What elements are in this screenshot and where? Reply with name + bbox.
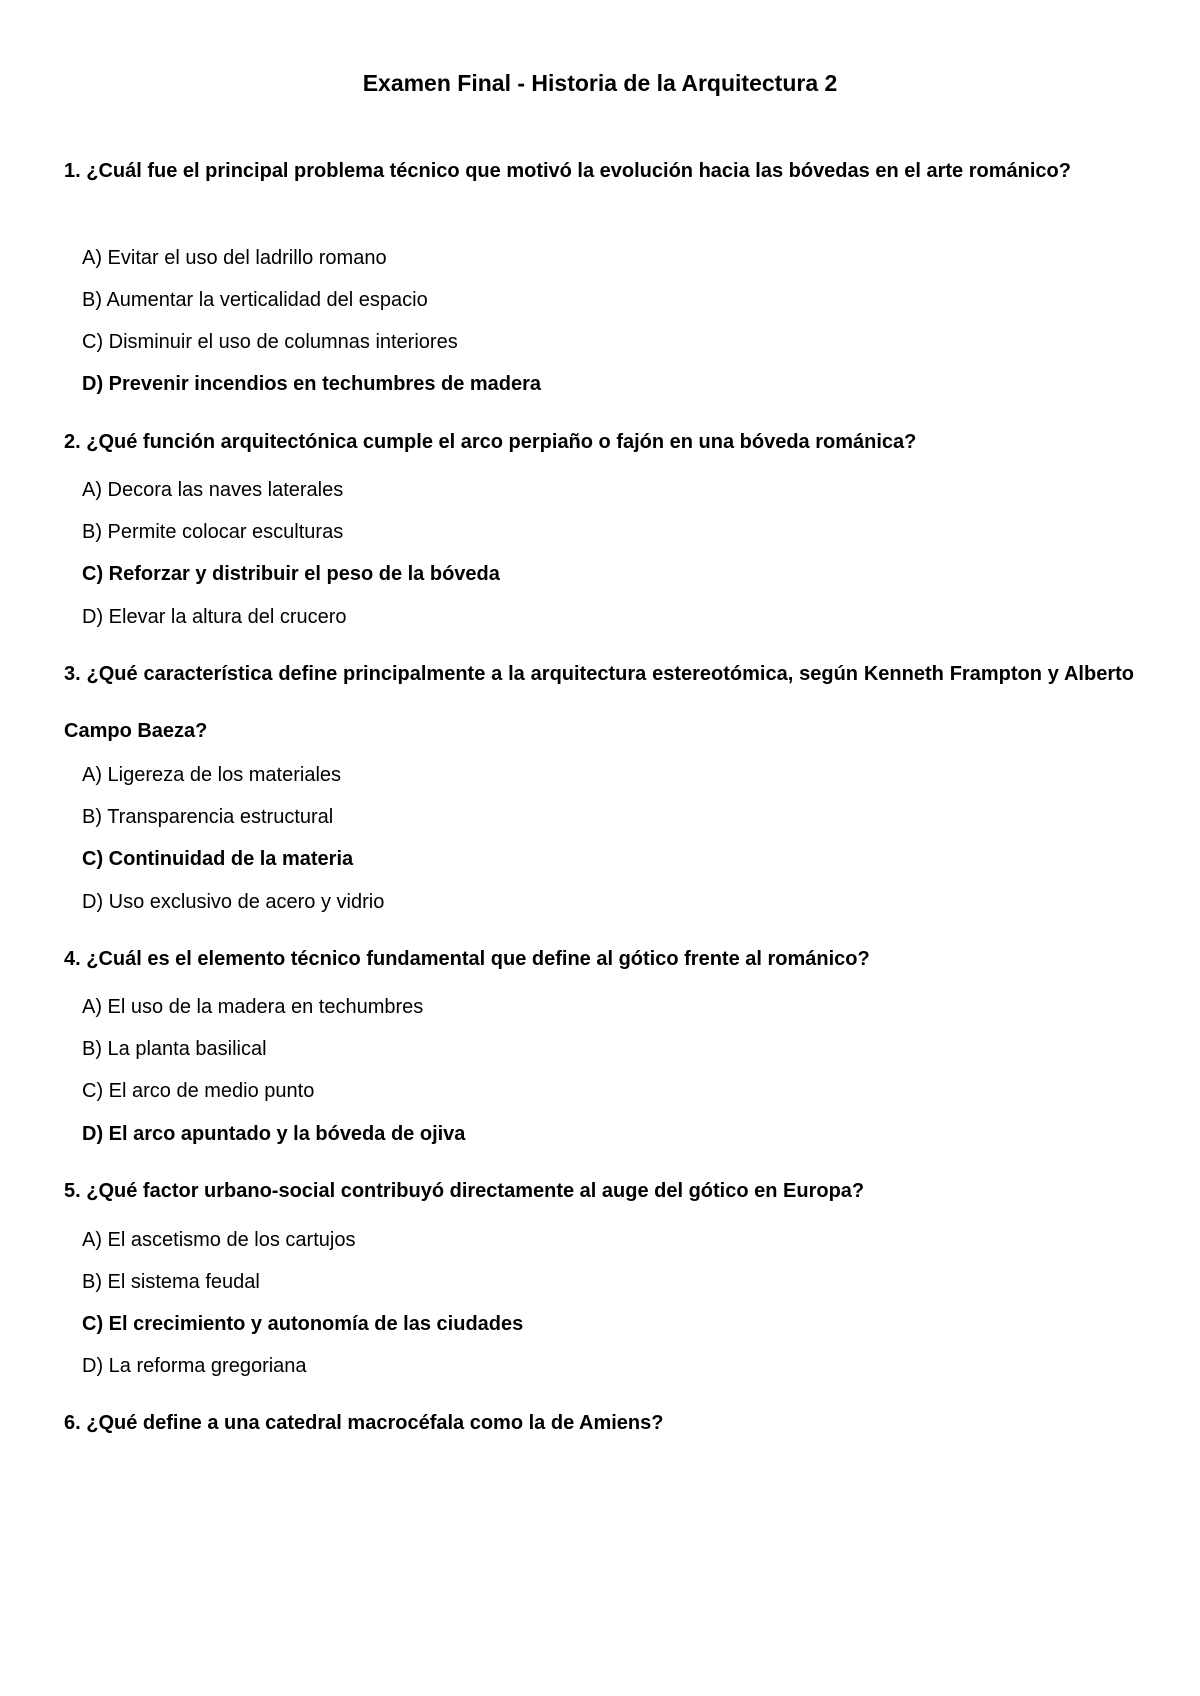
question-3-option-d: D) Uso exclusivo de acero y vidrio xyxy=(82,891,385,913)
question-4-option-d: D) El arco apuntado y la bóveda de ojiva xyxy=(82,1123,466,1145)
question-1-option-d: D) Prevenir incendios en techumbres de madera xyxy=(82,373,542,395)
question-5-option-d: D) La reforma gregoriana xyxy=(82,1355,307,1377)
question-5-option-a: A) El ascetismo de los cartujos xyxy=(82,1229,356,1251)
question-2-option-c: C) Reforzar y distribuir el peso de la bóveda xyxy=(82,563,500,585)
question-4-option-a: A) El uso de la madera en techumbres xyxy=(82,996,424,1018)
question-4-text: 4. ¿Cuál es el elemento técnico fundamental que define al gótico frente al románico? xyxy=(64,948,870,970)
question-2-option-a: A) Decora las naves laterales xyxy=(82,479,344,501)
question-5-option-b: B) El sistema feudal xyxy=(82,1271,260,1293)
question-5-option-c: C) El crecimiento y autonomía de las ciudades xyxy=(82,1313,524,1335)
question-4-option-c: C) El arco de medio punto xyxy=(82,1080,315,1102)
question-3-option-b: B) Transparencia estructural xyxy=(82,806,334,828)
question-2-option-b: B) Permite colocar esculturas xyxy=(82,521,344,543)
page-title: Examen Final - Historia de la Arquitectura 2 xyxy=(362,70,838,96)
question-3-text: 3. ¿Qué característica define principalmente a la arquitectura estereotómica, según Kenneth Frampton y Alberto Campo Baeza? xyxy=(64,663,1134,742)
question-1-option-a: A) Evitar el uso del ladrillo romano xyxy=(82,247,387,269)
question-2-option-d: D) Elevar la altura del crucero xyxy=(82,606,347,628)
question-4-option-b: B) La planta basilical xyxy=(82,1038,267,1060)
question-3-option-a: A) Ligereza de los materiales xyxy=(82,764,342,786)
question-6-text: 6. ¿Qué define a una catedral macrocéfala como la de Amiens? xyxy=(64,1412,664,1434)
question-1-text: 1. ¿Cuál fue el principal problema técnico que motivó la evolución hacia las bóvedas en el arte románico? xyxy=(64,160,1071,182)
question-2-text: 2. ¿Qué función arquitectónica cumple el arco perpiaño o fajón en una bóveda románica? xyxy=(64,431,917,453)
question-1-option-c: C) Disminuir el uso de columnas interiores xyxy=(82,331,458,353)
question-1-option-b: B) Aumentar la verticalidad del espacio xyxy=(82,289,428,311)
question-5-text: 5. ¿Qué factor urbano-social contribuyó directamente al auge del gótico en Europa? xyxy=(64,1180,865,1202)
question-3-option-c: C) Continuidad de la materia xyxy=(82,848,354,870)
